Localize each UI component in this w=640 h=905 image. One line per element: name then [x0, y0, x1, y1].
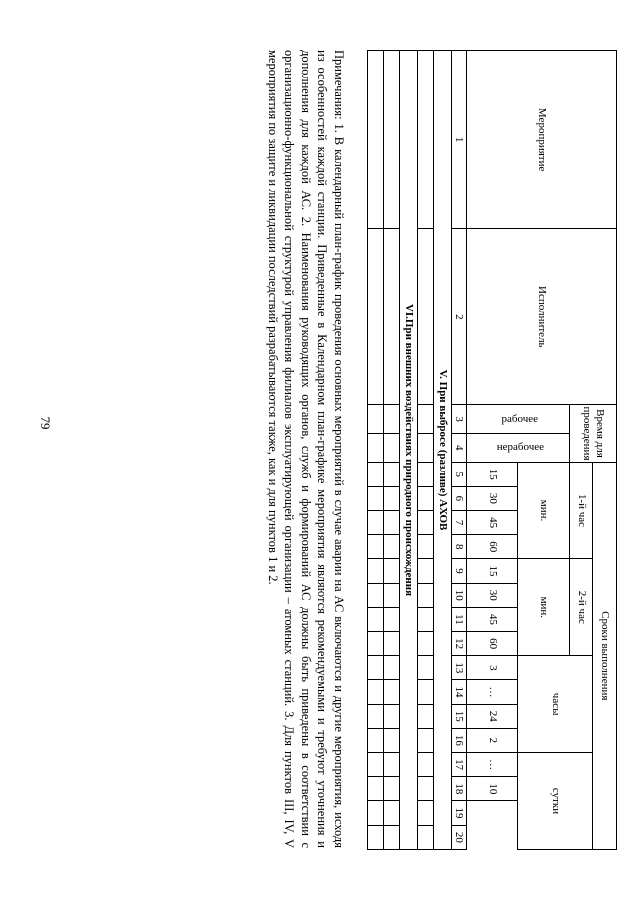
- col-number: 4: [452, 433, 467, 462]
- col-number: 5: [452, 462, 467, 486]
- header-nonworking: нерабочее: [467, 433, 570, 462]
- col-number: 13: [452, 656, 467, 680]
- time-cell: 15: [467, 462, 518, 486]
- col-number: 10: [452, 583, 467, 607]
- col-number: 8: [452, 535, 467, 559]
- col-number: 1: [452, 51, 467, 229]
- header-hour2: 2-й час: [569, 559, 593, 656]
- header-event: Мероприятие: [467, 51, 617, 229]
- time-cell: 60: [467, 632, 518, 656]
- col-number: 14: [452, 680, 467, 704]
- col-number: 9: [452, 559, 467, 583]
- time-cell: 3: [467, 656, 518, 680]
- col-number: 3: [452, 405, 467, 434]
- calendar-plan-table: [367, 50, 617, 850]
- col-number: 11: [452, 607, 467, 631]
- col-number: 15: [452, 704, 467, 728]
- time-cell: 15: [467, 559, 518, 583]
- page-number: 79: [38, 416, 53, 430]
- time-cell: …: [467, 753, 518, 777]
- time-cell: 45: [467, 607, 518, 631]
- time-cell: 60: [467, 535, 518, 559]
- header-hour1: 1-й час: [569, 462, 593, 559]
- header-working: рабочее: [467, 405, 570, 434]
- table-row: [384, 51, 400, 850]
- section-heading-v: V. При выбросе (разливе) АХОВ: [434, 51, 452, 850]
- time-cell: 24: [467, 704, 518, 728]
- col-number: 2: [452, 229, 467, 405]
- rotated-page-content: [52, 50, 617, 850]
- col-number: 16: [452, 728, 467, 752]
- section-heading-vi: VI.При внешних воздействиях природного происхождения: [400, 51, 418, 850]
- col-number: 20: [452, 825, 467, 849]
- table-row: [418, 51, 434, 850]
- time-cell: …: [467, 680, 518, 704]
- header-min-1: мин.: [518, 462, 569, 559]
- time-cell: 30: [467, 583, 518, 607]
- header-hours: часы: [518, 656, 593, 753]
- time-cell: 2: [467, 728, 518, 752]
- header-terms: Сроки выполнения: [593, 462, 617, 849]
- time-cell: 30: [467, 486, 518, 510]
- header-time-for: Время для проведения: [569, 405, 616, 462]
- col-number: 19: [452, 801, 467, 825]
- col-number: 17: [452, 753, 467, 777]
- col-number: 18: [452, 777, 467, 801]
- table-row: [368, 51, 384, 850]
- col-number: 6: [452, 486, 467, 510]
- header-min-2: мин.: [518, 559, 569, 656]
- header-days: сутки: [518, 753, 593, 850]
- col-number: 7: [452, 511, 467, 535]
- time-cell: 45: [467, 511, 518, 535]
- col-number: 12: [452, 632, 467, 656]
- time-cell: 10: [467, 777, 518, 801]
- footnote: Примечания: 1. В календарный план-график проведения основных мероприятий в случае аварии на АС включаются и другие мероприятия, исходя из особенностей каждой станции. Приведенные в Календарном план-графике мероприятия являются рекомендуемыми и требуют уточнения и дополнения для каждой АС. 2. Наименования руководящих органов, служб и формирований АС должны быть приведены в соответствии с организационно-функциональной структурой управления филиалов эксплуатирующей организации – атомных станций. 3. Для пунктов III, IV, V мероприятия по защите и ликвидации последствий разрабатываются также, как и для пунктов 1 и 2.: [266, 50, 346, 848]
- header-executor: Исполнитель: [467, 229, 617, 405]
